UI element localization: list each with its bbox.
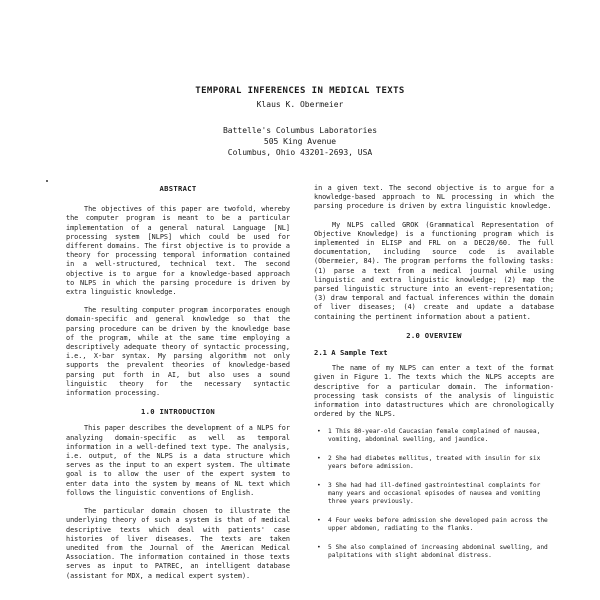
affiliation-line: 505 King Avenue (263, 137, 337, 146)
body-paragraph: The name of my NLPS can enter a text of the format given in Figure 1. The texts which the NLPS accepts are descriptive for a particular domain. The information-processing task consists of the analysis of linguistic information into datastructures which are chronologically ordered by the NLPS. (314, 364, 554, 419)
left-column (66, 184, 290, 590)
list-item: • 2 She had diabetes mellitus, treated with insulin for six years before admission. (317, 455, 541, 471)
body-paragraph: in a given text. The second objective is to argue for a knowledge-based approach to NL processing in which the parsing procedure is driven by extra linguistic knowledge. (314, 184, 554, 211)
affiliation (0, 125, 600, 158)
section-heading: 1.0 INTRODUCTION (140, 407, 216, 417)
margin-dot (46, 180, 48, 182)
affiliation-line: Battelle's Columbus Laboratories (222, 126, 378, 135)
paper-title: TEMPORAL INFERENCES IN MEDICAL TEXTS (195, 86, 405, 96)
list-item: • 4 Four weeks before admission she developed pain across the upper abdomen, radiating to the flanks. (317, 517, 548, 533)
body-paragraph: The particular domain chosen to illustrate the underlying theory of such a system is that of medical descriptive texts which deal with patients' case histories of liver diseases. The texts are taken unedited from the Journal of the American Medical Association. The information contained in those texts serves as input to PATREC, an intelligent database (assistant for MDX, a medical expert system). (66, 507, 290, 580)
body-paragraph: My NLPS called GROK (Grammatical Representation of Objective Knowledge) is a functioning program which is implemented in ELISP and FRL on a DEC20/60. The full documentation, including source code is available (Obermeier, 84). The program performs the following tasks: (1) parse a text from a medical journal while using linguistic and extra linguistic knowledge; (2) map the parsed linguistic structure into an event-representation; (3) draw temporal and factual inferences within the domain of liver diseases; (4) create and update a database containing the pertinent information about a patient. (314, 220, 554, 321)
abstract-paragraph: The resulting computer program incorporates enough domain-specific and general knowledge so that the parsing procedure can be driven by the knowledge base of the program, while at the same time employing a descriptively adequate theory of syntactic processing, i.e., X-bar syntax. My parsing algorithm not only supports the prevalent theories of knowledge-based parsing put forth in AI, but also uses a sound linguistic theory for the necessary syntactic information processing. (66, 306, 290, 398)
section-heading: 2.0 OVERVIEW (406, 330, 462, 340)
list-item: • 1 This 80-year-old Caucasian female complained of nausea, vomiting, abdominal swelling, and jaundice. (317, 428, 541, 444)
body-paragraph: This paper describes the development of a NLPS for analyzing domain-specific as well as temporal information in a well-defined text type. The analysis, i.e. output, of the NLPS is a data structure which serves as the input to an expert system. The ultimate goal is to allow the user of the expert system to enter data into the system by means of NL text which follows the linguistic conventions of English. (66, 424, 290, 497)
abstract-paragraph: The objectives of this paper are twofold, whereby the computer program is meant to be a particular implementation of a general natural Language [NL] processing system [NLPS] which could be used for different domains. The first objective is to provide a theory for processing temporal information contained in a well-structured, technical text. The second objective is to argue for a knowledge-based approach to NLPS in which the parsing procedure is driven by extra linguistic knowledge. (66, 205, 290, 297)
subsection-heading: 2.1 A Sample Text (314, 348, 388, 358)
abstract-heading: ABSTRACT (159, 184, 197, 193)
list-item: • 3 She had had ill-defined gastrointestinal complaints for many years and occasional episodes of nausea and vomiting three years previously. (317, 482, 541, 506)
list-item: • 5 She also complained of increasing abdominal swelling, and palpitations with slight abdominal distress. (317, 544, 548, 560)
sample-text-list (314, 428, 554, 560)
affiliation-line: Columbus, Ohio 43201-2693, USA (227, 148, 373, 157)
author-name: Klaus K. Obermeier (256, 100, 344, 109)
right-column (314, 184, 554, 571)
